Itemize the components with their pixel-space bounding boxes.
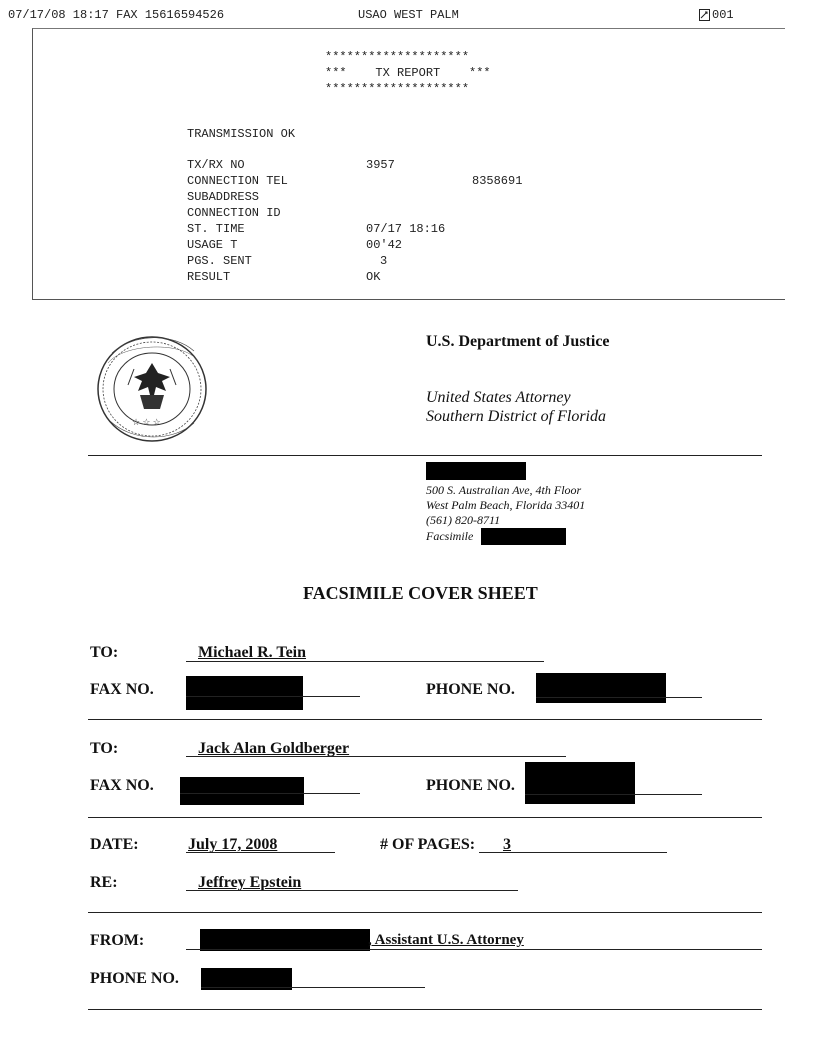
tx-status: TRANSMISSION OK <box>187 127 296 141</box>
tx-label-connection-tel: CONNECTION TEL <box>187 174 288 188</box>
tx-label-pages-sent: PGS. SENT <box>187 254 252 268</box>
tx-value-usage: 00'42 <box>366 238 403 252</box>
tx-label-subaddress: SUBADDRESS <box>187 190 260 204</box>
pages-value: 3 <box>503 836 511 853</box>
phone-underline-1 <box>536 697 702 698</box>
cover-sheet-title: FACSIMILE COVER SHEET <box>303 583 538 603</box>
redacted-facsimile-number <box>481 528 566 545</box>
svg-text:☆ ☆ ☆: ☆ ☆ ☆ <box>132 417 161 427</box>
section-divider-3 <box>88 912 762 913</box>
from-underline <box>186 949 762 950</box>
tx-report-title: *** TX REPORT *** <box>325 66 491 80</box>
tx-value-st-time: 07/17 18:16 <box>366 222 446 236</box>
fax-underline-1 <box>186 696 360 697</box>
from-value: , Assistant U.S. Attorney <box>368 932 524 948</box>
redacted-fax-2 <box>180 777 304 805</box>
office-line-2: Southern District of Florida <box>426 408 606 425</box>
phone-label-1: PHONE NO. <box>426 681 515 698</box>
phone-line: (561) 820-8711 <box>426 513 501 527</box>
office-line-1: United States Attorney <box>426 389 571 406</box>
fax-label-1: FAX NO. <box>90 681 154 698</box>
address-line-1: 500 S. Australian Ave, 4th Floor <box>426 483 582 497</box>
redacted-from-name <box>200 929 370 951</box>
phone-label-2: PHONE NO. <box>426 777 515 794</box>
section-divider-4 <box>88 1009 762 1010</box>
redacted-phone-2 <box>525 762 635 804</box>
pages-label: # OF PAGES: <box>380 836 476 853</box>
department-of-justice-seal-icon <box>94 333 214 443</box>
from-label: FROM: <box>90 932 145 949</box>
tx-label-st-time: ST. TIME <box>187 222 245 236</box>
to-label-1: TO: <box>90 644 119 661</box>
tx-label-usage: USAGE T <box>187 238 238 252</box>
from-phone-underline <box>201 987 425 988</box>
fax-underline-2 <box>180 793 360 794</box>
to-value-2: Jack Alan Goldberger <box>198 740 350 757</box>
facsimile-label: Facsimile <box>426 529 474 543</box>
re-label: RE: <box>90 874 118 891</box>
to-value-1: Michael R. Tein <box>198 644 307 661</box>
fax-label-2: FAX NO. <box>90 777 154 794</box>
fax-header-sender: USAO WEST PALM <box>358 8 459 22</box>
address-line-2: West Palm Beach, Florida 33401 <box>426 498 586 512</box>
to-label-2: TO: <box>90 740 119 757</box>
section-divider-1 <box>88 719 762 720</box>
re-value: Jeffrey Epstein <box>198 874 302 891</box>
fax-page-icon <box>699 8 710 26</box>
date-value: July 17, 2008 <box>188 836 278 853</box>
tx-label-txrx: TX/RX NO <box>187 158 245 172</box>
redacted-name-block <box>426 462 526 480</box>
tx-value-pages-sent: 3 <box>380 254 388 268</box>
section-divider-2 <box>88 817 762 818</box>
fax-header-datetime: 07/17/08 18:17 FAX 15616594526 <box>8 8 225 22</box>
to-underline-1 <box>186 661 544 662</box>
pages-underline <box>479 852 667 853</box>
letterhead-divider <box>88 455 762 456</box>
redacted-phone-1 <box>536 673 666 703</box>
department-name: U.S. Department of Justice <box>426 333 610 350</box>
from-phone-label: PHONE NO. <box>90 970 179 987</box>
tx-report-stars-bottom: ******************** <box>325 82 470 96</box>
tx-report-stars-top: ******************** <box>325 50 470 64</box>
tx-label-result: RESULT <box>187 270 231 284</box>
date-label: DATE: <box>90 836 139 853</box>
redacted-fax-1 <box>186 676 303 710</box>
re-underline <box>186 890 518 891</box>
to-underline-2 <box>186 756 566 757</box>
date-underline <box>186 852 335 853</box>
phone-underline-2 <box>525 794 702 795</box>
tx-value-connection-tel: 8358691 <box>472 174 523 188</box>
tx-label-connection-id: CONNECTION ID <box>187 206 281 220</box>
tx-value-result: OK <box>366 270 381 284</box>
fax-page-number: 001 <box>712 8 734 22</box>
tx-value-txrx: 3957 <box>366 158 395 172</box>
